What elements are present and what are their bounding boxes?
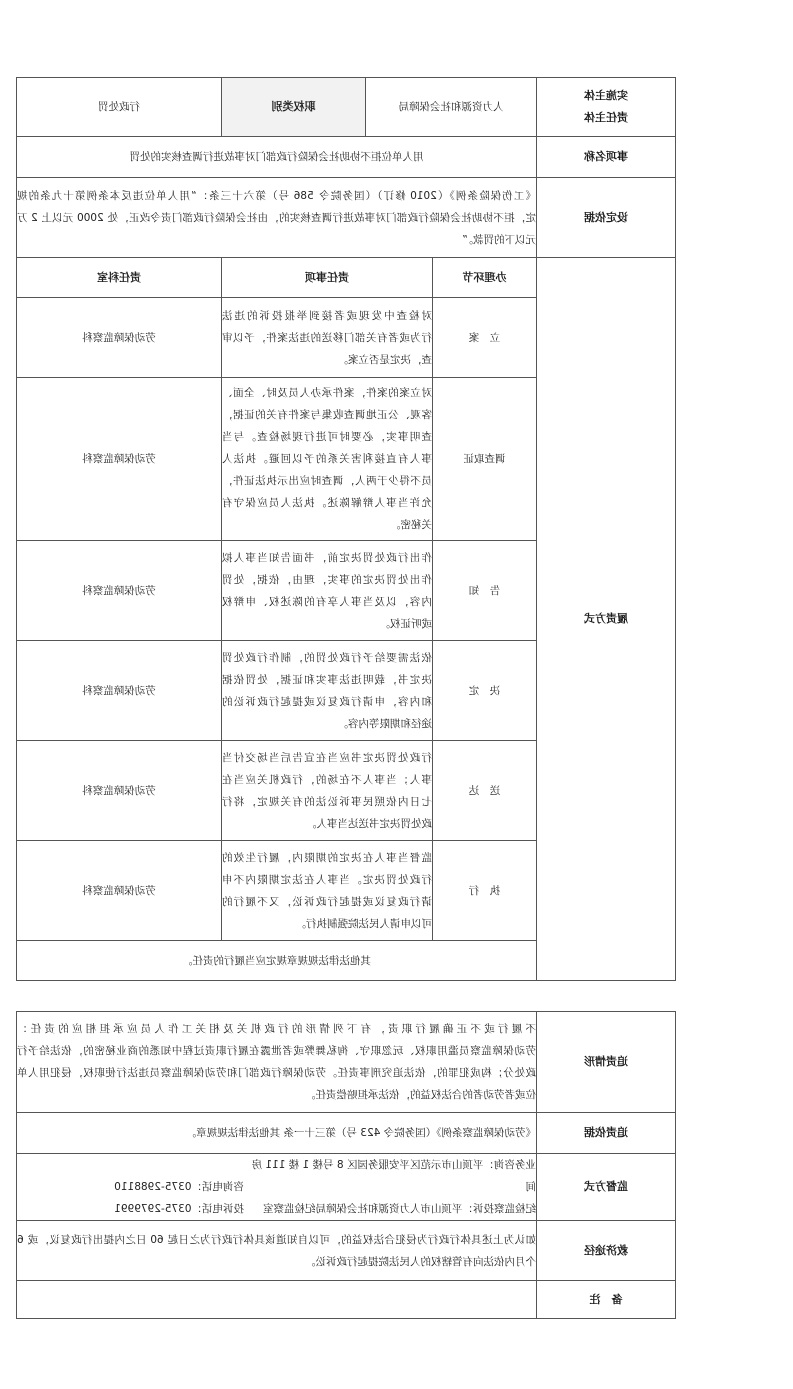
consult-line [17,1154,536,1198]
accountability-basis-text: 《劳动保障监察条例》（国务院令 423 号）第三十一条 其他法律法规规章。 [17,1113,537,1154]
supervision-row [17,1154,676,1221]
item-row [17,137,676,178]
remedy-label: 救济途径 [537,1221,676,1281]
duty-line: 请行政复议或提起行政诉讼，又不履行的 [222,895,432,908]
duty-line: 依法需要给予行政处罚的，制作行政处罚 [222,651,432,664]
subject-label-line1: 实施主体 [584,89,628,102]
step-duty [222,378,433,541]
step-duty [222,741,433,841]
duty-line: 监督当事人在决定的期限内，履行生效的 [222,851,432,864]
step-name: 送 达 [433,741,537,841]
accountability-cases-text [17,1012,537,1113]
complaint-phone: 投诉电话：0375-2979991 [114,1203,244,1215]
duty-line: 对立案的案件，案件承办人员及时、全面、 [222,387,432,399]
step-duty [222,298,433,378]
header-dept: 责任科室 [17,258,222,298]
duty-line: 对检查中发现或者接到举报投诉的违法 [222,309,432,322]
duty-line: 作出处罚决定的事实，理由，依据，处罚 [222,573,432,586]
subject-row [17,78,676,137]
step-name: 告 知 [433,541,537,641]
duty-line: 事人有直接利害关系的予以回避。执法人 [222,453,432,465]
step-dept: 劳动保障监察科 [17,841,222,941]
accountability-table [16,1011,676,1319]
step-dept: 劳动保障监察科 [17,641,222,741]
duty-line: 政处罚决定书送达当事人。 [306,817,432,830]
step-name: 执 行 [433,841,537,941]
supervision-text [17,1154,537,1221]
accountability-basis-row [17,1113,676,1154]
basis-line: 《工伤保险条例》（2010 修订）（国务院令 586 号）第六十三条：“用人单位违反本条例第十九条的规 [17,189,536,202]
duty-line: 行政处罚决定。当事人在法定期限内不申 [222,873,432,886]
complaint-office: 纪检监察投诉：平顶山市人力资源和社会保障局纪检监察室 [263,1203,536,1215]
duty-line: 或听证权。 [379,617,432,630]
basis-line: 定，拒不协助社会保险行政部门对事故进行调查核实的，由社会保险行政部门责令改正，处 2000 元以上 2 万 [17,211,536,224]
subject-label-line2: 责任主体 [584,111,628,124]
duty-line: 决定书，载明违法事实和证据，处罚依据 [222,673,432,686]
accountability-cases-row [17,1012,676,1113]
category-value: 行政处罚 [17,78,222,137]
duty-line: 可以申请人民法院强制执行。 [295,917,432,930]
step-duty [222,641,433,741]
accountability-basis-label: 追责依据 [537,1113,676,1154]
duty-line: 途径和期限等内容。 [337,717,432,730]
header-step: 办理环节 [433,258,537,298]
header-duty: 责任事项 [222,258,433,298]
step-dept: 劳动保障监察科 [17,378,222,541]
duty-line: 查明事实，必要时可进行现场检查。与当 [222,431,432,443]
step-name: 调查取证 [433,378,537,541]
step-dept: 劳动保障监察科 [17,541,222,641]
remarks-label: 备 注 [537,1281,676,1319]
duties-label: 履责方式 [537,258,676,981]
remarks-value [17,1281,537,1319]
step-dept: 劳动保障监察科 [17,741,222,841]
agency-cell: 人力资源和社会保障局 [366,78,537,137]
duty-line: 七日内依照民事诉讼法的有关规定，将行 [222,795,432,808]
step-dept: 劳动保障监察科 [17,298,222,378]
category-label: 职权类别 [222,78,366,137]
supervision-label: 监督方式 [537,1154,676,1221]
basis-row [17,178,676,258]
duty-line: 客观、公正地调查收集与案件有关的证据， [222,409,432,421]
duty-line: 和内容，申请行政复议或提起行政诉讼的 [222,695,432,708]
remedy-line: 如认为上述具体行政行为侵犯合法权益的，可以自知道该具体行政行为之日起 60 日之内提出行政复议，或 6 [17,1233,536,1246]
accountability-line: 位或者劳动者的合法权益的，依法承担赔偿责任。 [305,1089,536,1101]
remedy-line: 个月内依法向有管辖权的人民法院提起行政诉讼。 [305,1255,536,1268]
accountability-line: 政处分；构成犯罪的，依法追究刑事责任。劳动保障行政部门和劳动保障监察员违法行使职权，侵犯用人单 [17,1067,536,1079]
basis-label: 设定依据 [537,178,676,258]
duty-line: 关秘密。 [390,519,432,531]
responsibility-table [16,77,676,981]
item-label: 事项名称 [537,137,676,178]
duty-line: 作出行政处罚决定前，书面告知当事人拟 [222,551,432,564]
consult-phone: 咨询电话：0375-2988110 [114,1181,244,1193]
remarks-row [17,1281,676,1319]
remedy-row [17,1221,676,1281]
duty-line: 事人；当事人不在场的，行政机关应当在 [222,773,432,786]
subject-label [537,78,676,137]
accountability-line: 不履行或不正确履行职责，有下列情形的行政机关及相关工作人员应承担相应的责任： [17,1023,536,1035]
other-duties-text: 其他法律法规规章规定应当履行的责任。 [17,941,537,981]
duty-line: 行为或者有关部门移送的违法案件，予以审 [222,331,432,344]
step-duty [222,541,433,641]
duty-line: 查，决定是否立案。 [337,353,432,366]
complaint-line [17,1198,536,1220]
consult-address: 业务咨询：平顶山市示范区平安服务园区 8 号楼 1 楼 111 房间 [251,1159,536,1193]
step-duty [222,841,433,941]
item-value: 用人单位拒不协助社会保险行政部门对事故进行调查核实的处罚 [17,137,537,178]
duty-line: 行政处罚决定书应当在宣告后当场交付当 [222,751,432,764]
duties-header-row [17,258,676,298]
step-name: 立 案 [433,298,537,378]
accountability-cases-label: 追责情形 [537,1012,676,1113]
step-name: 决 定 [433,641,537,741]
duty-line: 内容，以及当事人享有的陈述权、申辩权 [222,595,432,608]
accountability-line: 劳动保障监察员滥用职权、玩忽职守、徇私舞弊或者泄露在履行职责过程中知悉的商业秘密的，依法给予行 [17,1045,536,1057]
basis-text [17,178,537,258]
basis-line: 元以下的罚款。” [462,233,536,246]
remedy-text [17,1221,537,1281]
duty-line: 员不得少于两人，调查时应出示执法证件， [222,475,432,487]
duty-line: 允许当事人辩解陈述。执法人员应保守有 [222,497,432,509]
